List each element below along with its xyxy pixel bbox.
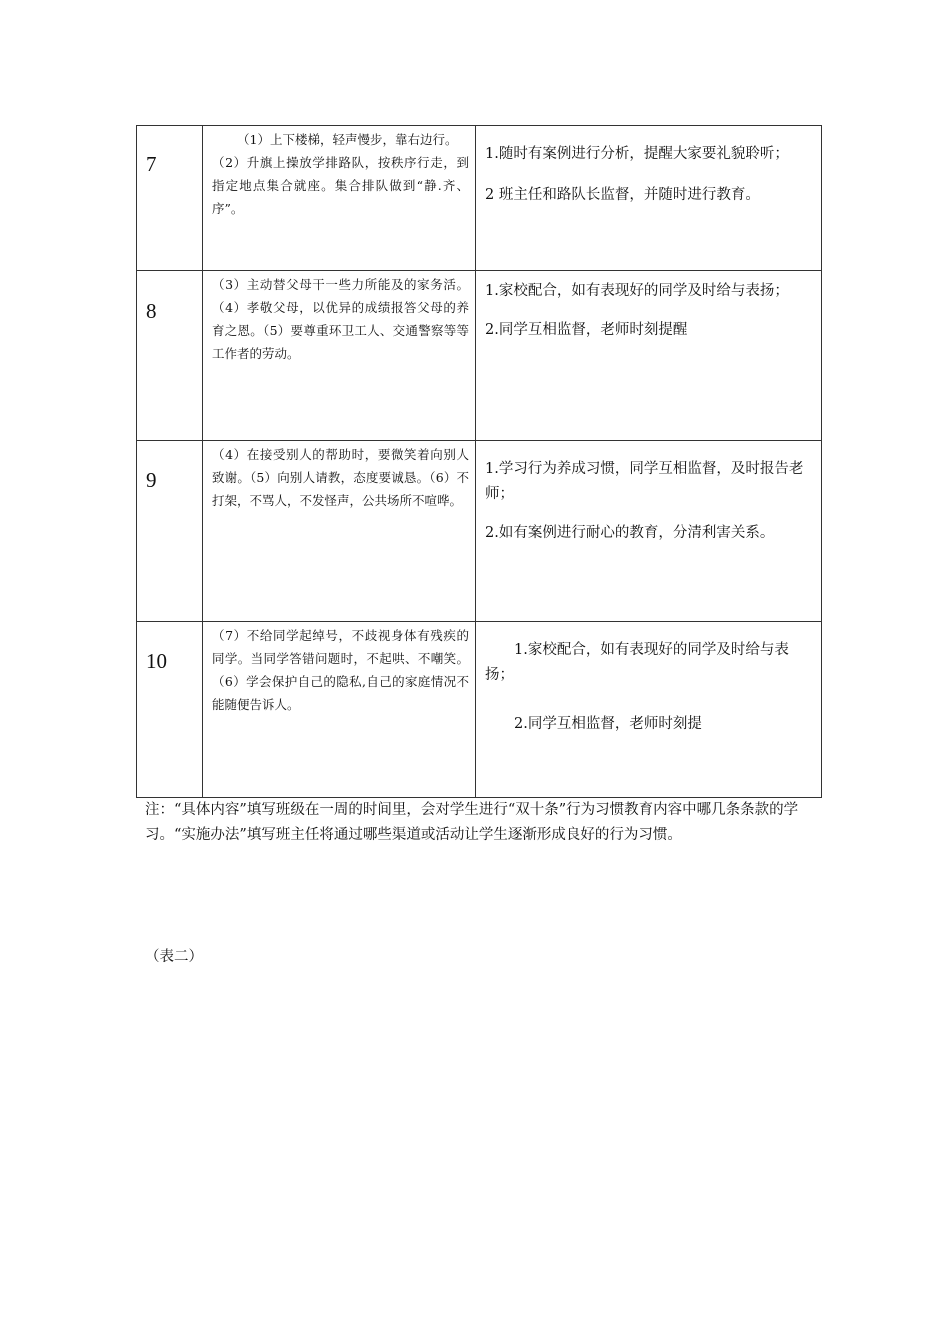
week-number: 7: [146, 152, 157, 176]
method-cell: [476, 271, 822, 441]
method-cell: [476, 441, 822, 622]
table-row: [137, 441, 822, 622]
table-row: [137, 271, 822, 441]
method-cell: [476, 126, 822, 271]
content-text: （3）主动替父母干一些力所能及的家务活。（4）孝敬父母，以优异的成绩报答父母的养育之恩。（5）要尊重环卫工人、交通警察等等工作者的劳动。: [212, 277, 469, 361]
method-cell: [476, 622, 822, 798]
table-note: 注：“具体内容”填写班级在一周的时间里，会对学生进行“双十条”行为习惯教育内容中哪几条条款的学习。“实施办法”填写班主任将通过哪些渠道或活动让学生逐渐形成良好的行为习惯。: [145, 802, 799, 843]
method-text: 2.如有案例进行耐心的教育，分清利害关系。: [485, 525, 775, 541]
content-cell: [203, 271, 476, 441]
behavior-plan-table: [136, 125, 822, 798]
table-caption: （表二）: [145, 949, 203, 965]
method-text: 2 班主任和路队长监督，并随时进行教育。: [485, 187, 760, 203]
content-cell: [203, 126, 476, 271]
method-text: 2.同学互相监督，老师时刻提醒: [485, 322, 688, 338]
table-row: [137, 622, 822, 798]
content-cell: [203, 441, 476, 622]
week-number-cell: [137, 622, 203, 798]
week-number: 9: [146, 468, 157, 492]
method-text: 1.家校配合，如有表现好的同学及时给与表扬；: [485, 642, 789, 683]
content-text: （4）在接受别人的帮助时，要微笑着向别人致谢。（5）向别人请教，态度要诚恳。（6）不打架，不骂人，不发怪声，公共场所不喧哗。: [212, 447, 469, 508]
week-number-cell: [137, 126, 203, 271]
content-cell: [203, 622, 476, 798]
method-text: 1.随时有案例进行分析，提醒大家要礼貌聆听；: [485, 146, 789, 162]
method-text: 1.学习行为养成习惯，同学互相监督，及时报告老师；: [485, 461, 804, 502]
content-text: （1）上下楼梯，轻声慢步，靠右边行。: [237, 132, 458, 147]
content-text: （7）不给同学起绰号，不歧视身体有残疾的同学。当同学答错问题时，不起哄、不嘲笑。（6）学会保护自己的隐私,自己的家庭情况不能随便告诉人。: [212, 628, 469, 712]
content-text: （2）升旗上操放学排路队，按秩序行走，到指定地点集合就座。集合排队做到“静.齐、序”。: [212, 155, 469, 216]
table-row: [137, 126, 822, 271]
week-number-cell: [137, 271, 203, 441]
week-number-cell: [137, 441, 203, 622]
method-text: 2.同学互相监督，老师时刻提: [514, 716, 702, 732]
method-text: 1.家校配合，如有表现好的同学及时给与表扬；: [485, 283, 789, 299]
week-number: 10: [146, 649, 167, 673]
week-number: 8: [146, 299, 157, 323]
